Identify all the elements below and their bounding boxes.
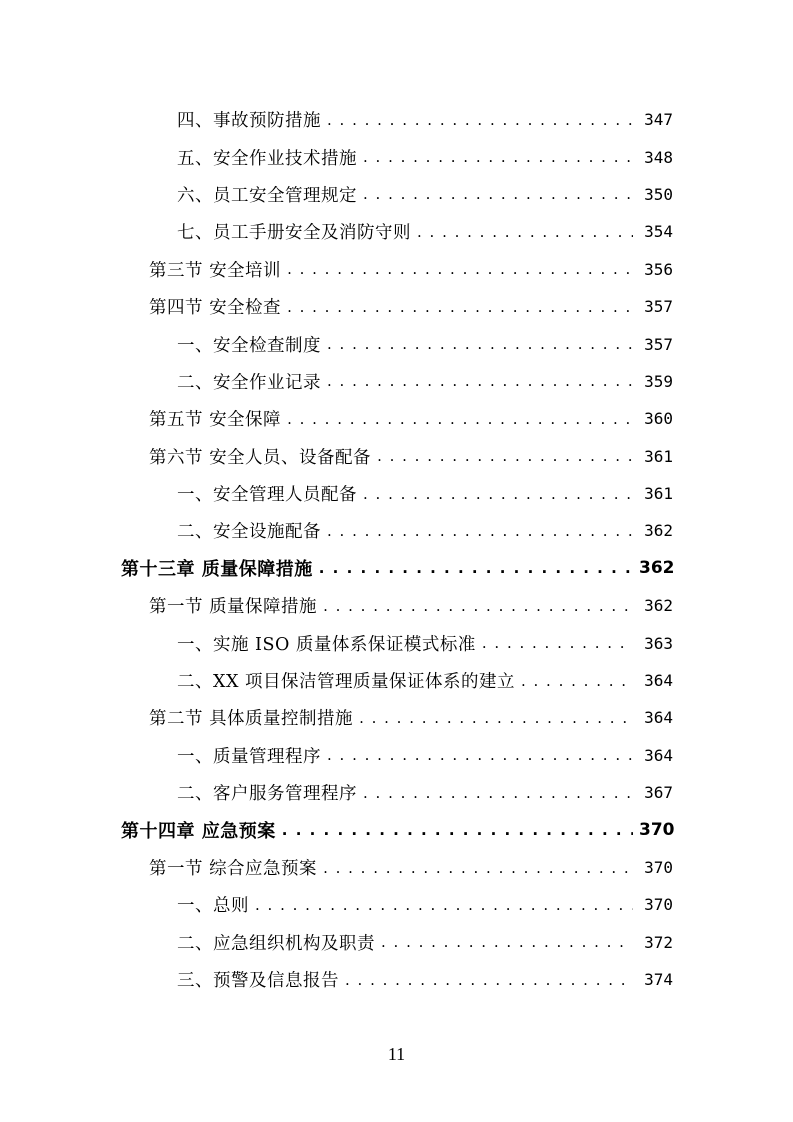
toc-entry-page: 357 xyxy=(644,334,673,354)
toc-entry-page: 370 xyxy=(644,895,673,915)
toc-entry-item[interactable] xyxy=(0,886,793,923)
toc-dot-leader xyxy=(255,895,633,915)
toc-entry-title: 六、员工安全管理规定 xyxy=(177,185,357,206)
page-number: 11 xyxy=(387,1044,406,1064)
toc-dot-leader xyxy=(345,970,633,990)
toc-dot-leader xyxy=(282,820,633,840)
toc-entry-page: 350 xyxy=(644,184,673,204)
toc-entry-title: 第十三章 质量保障措施 xyxy=(121,559,313,581)
toc-entry-section[interactable] xyxy=(0,288,793,325)
toc-entry-page: 356 xyxy=(644,259,673,279)
toc-entry-title: 第一节 综合应急预案 xyxy=(149,859,318,879)
toc-entry-item[interactable] xyxy=(0,475,793,512)
toc-dot-leader xyxy=(287,409,633,429)
toc-entry-page: 360 xyxy=(644,409,673,429)
toc-dot-leader xyxy=(327,521,633,541)
toc-entry-section[interactable] xyxy=(0,587,793,624)
toc-dot-leader xyxy=(363,184,633,204)
toc-entry-item[interactable] xyxy=(0,924,793,961)
toc-entry-title: 第五节 安全保障 xyxy=(149,410,282,431)
toc-entry-item[interactable] xyxy=(0,662,793,699)
toc-entry-item[interactable] xyxy=(0,774,793,811)
toc-entry-page: 354 xyxy=(644,222,673,242)
toc-entry-title: 二、应急组织机构及职责 xyxy=(177,933,375,954)
toc-dot-leader xyxy=(287,259,633,279)
toc-entry-page: 367 xyxy=(644,783,673,803)
toc-entry-title: 第十四章 应急预案 xyxy=(121,821,276,843)
toc-entry-title: 七、员工手册安全及消防守则 xyxy=(177,223,411,244)
toc-dot-leader xyxy=(327,110,633,130)
toc-entry-title: 四、事故预防措施 xyxy=(177,111,321,132)
toc-dot-leader xyxy=(363,783,633,803)
toc-dot-leader xyxy=(327,745,633,765)
toc-entry-title: 第六节 安全人员、设备配备 xyxy=(149,447,372,468)
toc-dot-leader xyxy=(363,147,633,167)
toc-entry-item[interactable] xyxy=(0,101,793,138)
toc-entry-title: 第三节 安全培训 xyxy=(149,260,282,281)
toc-entry-section[interactable] xyxy=(0,438,793,475)
toc-entry-title: 第四节 安全检查 xyxy=(149,298,282,319)
toc-entry-item[interactable] xyxy=(0,176,793,213)
toc-entry-chapter[interactable] xyxy=(0,811,793,848)
toc-dot-leader xyxy=(287,297,633,317)
toc-entry-item[interactable] xyxy=(0,363,793,400)
toc-entry-section[interactable] xyxy=(0,849,793,886)
toc-entry-page: 363 xyxy=(644,633,673,653)
toc-entry-title: 一、质量管理程序 xyxy=(177,746,321,767)
toc-dot-leader xyxy=(327,371,633,391)
toc-entry-page: 370 xyxy=(644,858,673,877)
toc-entry-title: 五、安全作业技术措施 xyxy=(177,148,357,169)
toc-entry-page: 362 xyxy=(644,521,673,541)
toc-entry-item[interactable] xyxy=(0,138,793,175)
toc-entry-item[interactable] xyxy=(0,325,793,362)
toc-entry-section[interactable] xyxy=(0,400,793,437)
toc-entry-section[interactable] xyxy=(0,699,793,736)
toc-entry-item[interactable] xyxy=(0,961,793,998)
toc-entry-title: 一、安全检查制度 xyxy=(177,335,321,356)
toc-entry-section[interactable] xyxy=(0,251,793,288)
toc-dot-leader xyxy=(327,334,633,354)
toc-dot-leader xyxy=(363,484,633,504)
toc-entry-item[interactable] xyxy=(0,624,793,661)
toc-dot-leader xyxy=(521,671,633,691)
toc-entry-item[interactable] xyxy=(0,512,793,549)
toc-dot-leader xyxy=(417,222,633,242)
toc-entry-page: 348 xyxy=(644,147,673,167)
toc-dot-leader xyxy=(381,932,633,952)
toc-entry-page: 362 xyxy=(644,596,673,616)
toc-entry-page: 361 xyxy=(644,484,673,504)
toc-entry-page: 364 xyxy=(644,671,673,691)
toc-entry-page: 364 xyxy=(644,745,673,765)
toc-entry-title: 三、预警及信息报告 xyxy=(177,971,339,992)
toc-entry-page: 359 xyxy=(644,371,673,391)
table-of-contents xyxy=(0,101,793,998)
toc-dot-leader xyxy=(319,558,633,578)
toc-entry-page: 357 xyxy=(644,297,673,317)
toc-entry-page: 374 xyxy=(644,970,673,990)
toc-entry-title: 二、客户服务管理程序 xyxy=(177,784,357,805)
toc-dot-leader xyxy=(359,708,633,728)
toc-entry-title: 一、总则 xyxy=(177,896,249,917)
toc-entry-page: 372 xyxy=(644,932,673,952)
toc-entry-title: 一、安全管理人员配备 xyxy=(177,485,357,506)
toc-entry-title: 第一节 质量保障措施 xyxy=(149,597,318,618)
toc-entry-page: 361 xyxy=(644,446,673,466)
toc-entry-page: 364 xyxy=(644,708,673,728)
toc-entry-title: 第二节 具体质量控制措施 xyxy=(149,709,354,730)
toc-dot-leader xyxy=(323,596,633,616)
toc-entry-chapter[interactable] xyxy=(0,550,793,587)
toc-entry-page: 362 xyxy=(639,558,675,579)
toc-entry-title: 二、安全作业记录 xyxy=(177,372,321,393)
toc-entry-page: 370 xyxy=(639,820,675,841)
toc-dot-leader xyxy=(482,633,633,653)
toc-entry-title: 二、安全设施配备 xyxy=(177,522,321,543)
toc-dot-leader xyxy=(377,446,633,466)
toc-dot-leader xyxy=(323,858,633,878)
toc-entry-item[interactable] xyxy=(0,213,793,250)
toc-entry-title: 一、实施 ISO 质量体系保证模式标准 xyxy=(177,634,476,655)
toc-entry-title: 二、XX 项目保洁管理质量保证体系的建立 xyxy=(177,672,515,693)
toc-entry-item[interactable] xyxy=(0,737,793,774)
toc-entry-page: 347 xyxy=(644,110,673,130)
